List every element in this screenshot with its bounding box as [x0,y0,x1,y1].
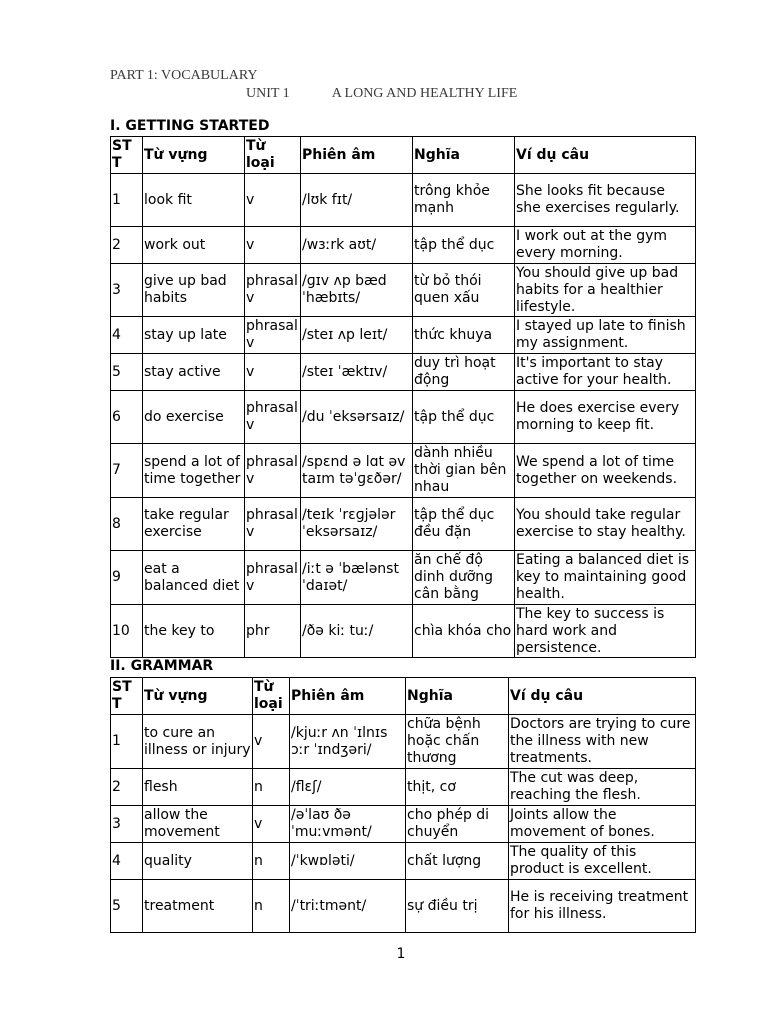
table-cell: treatment [143,880,253,933]
table-cell: 2 [111,227,143,264]
table-cell: chìa khóa cho [413,605,515,658]
table-cell: He is receiving treatment for his illness. [509,880,696,933]
column-header: Nghĩa [413,137,515,174]
table-cell: cho phép di chuyển [406,806,509,843]
table-cell: chất lượng [406,843,509,880]
table-cell: n [253,880,290,933]
table-cell: 9 [111,551,143,605]
table-cell: The key to success is hard work and persistence. [515,605,696,658]
table-cell: thịt, cơ [406,769,509,806]
table-cell: phrasal v [245,264,301,317]
column-header: Phiên âm [301,137,413,174]
table-cell: spend a lot of time together [143,444,245,498]
table-cell: /ɡɪv ʌp bæd ˈhæbɪts/ [301,264,413,317]
column-header: Ví dụ câu [515,137,696,174]
table-cell: v [245,174,301,227]
table-cell: 10 [111,605,143,658]
column-header: Nghĩa [406,678,509,715]
table-cell: He does exercise every morning to keep fit. [515,391,696,444]
table-row [111,769,696,806]
table-cell: /ˈkwɒləti/ [290,843,406,880]
table-cell: trông khỏe mạnh [413,174,515,227]
table-cell: I work out at the gym every morning. [515,227,696,264]
table-cell: ăn chế độ dinh dưỡng cân bằng [413,551,515,605]
vocabulary-table-getting-started [110,136,696,658]
table-cell: /spɛnd ə lɑt əv taɪm təˈɡɛðər/ [301,444,413,498]
column-header: Từ vựng [143,137,245,174]
table-cell: 3 [111,806,143,843]
table-row [111,498,696,551]
table-row [111,354,696,391]
table-cell: /flɛʃ/ [290,769,406,806]
column-header: ST T [111,137,143,174]
table-cell: 6 [111,391,143,444]
table-cell: sự điều trị [406,880,509,933]
table-cell: 4 [111,843,143,880]
table-cell: n [253,769,290,806]
table-cell: tập thể dục [413,391,515,444]
table-cell: phr [245,605,301,658]
table-row [111,880,696,933]
table-cell: 7 [111,444,143,498]
table-row [111,264,696,317]
table-cell: duy trì hoạt động [413,354,515,391]
table-row [111,174,696,227]
table-cell: 3 [111,264,143,317]
table-cell: phrasal v [245,317,301,354]
table-cell: stay up late [143,317,245,354]
table-cell: to cure an illness or injury [143,715,253,769]
table-cell: /steɪ ʌp leɪt/ [301,317,413,354]
table-header-row [111,678,696,715]
table-header-row [111,137,696,174]
table-cell: v [245,227,301,264]
table-cell: /əˈlaʊ ðə ˈmuːvmənt/ [290,806,406,843]
table-cell: You should take regular exercise to stay healthy. [515,498,696,551]
table-cell: take regular exercise [143,498,245,551]
table-row [111,843,696,880]
table-cell: từ bỏ thói quen xấu [413,264,515,317]
column-header: Từ loại [253,678,290,715]
table-cell: 5 [111,354,143,391]
table-cell: chữa bệnh hoặc chấn thương [406,715,509,769]
table-cell: look fit [143,174,245,227]
unit-label: UNIT 1 [246,86,290,101]
column-header: Phiên âm [290,678,406,715]
table-cell: /wɜːrk aʊt/ [301,227,413,264]
table-row [111,317,696,354]
table-cell: 1 [111,715,143,769]
vocabulary-table-grammar [110,677,696,933]
table-cell: 5 [111,880,143,933]
table-cell: the key to [143,605,245,658]
table-cell: 1 [111,174,143,227]
table-cell: phrasal v [245,391,301,444]
table-cell: phrasal v [245,551,301,605]
table-cell: 4 [111,317,143,354]
table-cell: /ˈtriːtmənt/ [290,880,406,933]
table-cell: phrasal v [245,498,301,551]
table-row [111,551,696,605]
table-cell: flesh [143,769,253,806]
table-cell: n [253,843,290,880]
table-cell: The quality of this product is excellent. [509,843,696,880]
table-cell: /du ˈeksərsaɪz/ [301,391,413,444]
table-cell: quality [143,843,253,880]
table-cell: work out [143,227,245,264]
table-row [111,605,696,658]
table-cell: Eating a balanced diet is key to maintaining good health. [515,551,696,605]
table-cell: We spend a lot of time together on weekends. [515,444,696,498]
unit-title: A LONG AND HEALTHY LIFE [331,86,518,101]
section-heading-getting-started: I. GETTING STARTED [110,118,270,134]
table-cell: /lʊk fɪt/ [301,174,413,227]
table-row [111,806,696,843]
table-cell: /teɪk ˈrɛɡjələr ˈeksərsaɪz/ [301,498,413,551]
table-cell: stay active [143,354,245,391]
table-cell: /ðə kiː tuː/ [301,605,413,658]
table-row [111,391,696,444]
table-cell: /kjuːr ʌn ˈɪlnɪs ɔːr ˈɪndʒəri/ [290,715,406,769]
table-cell: v [253,715,290,769]
table-cell: v [245,354,301,391]
section-heading-grammar: II. GRAMMAR [110,658,214,674]
table-cell: do exercise [143,391,245,444]
table-cell: /iːt ə ˈbælənst ˈdaɪət/ [301,551,413,605]
table-cell: give up bad habits [143,264,245,317]
table-cell: phrasal v [245,444,301,498]
table-cell: /steɪ ˈæktɪv/ [301,354,413,391]
table-cell: v [253,806,290,843]
table-cell: tập thể dục [413,227,515,264]
column-header: Từ loại [245,137,301,174]
table-cell: You should give up bad habits for a healthier lifestyle. [515,264,696,317]
table-cell: I stayed up late to finish my assignment. [515,317,696,354]
table-cell: 8 [111,498,143,551]
unit-heading [246,86,517,102]
table-cell: thức khuya [413,317,515,354]
table-cell: The cut was deep, reaching the flesh. [509,769,696,806]
table-row [111,227,696,264]
table-cell: Joints allow the movement of bones. [509,806,696,843]
table-row [111,444,696,498]
table-cell: Doctors are trying to cure the illness with new treatments. [509,715,696,769]
table-cell: eat a balanced diet [143,551,245,605]
table-cell: dành nhiều thời gian bên nhau [413,444,515,498]
table-cell: She looks fit because she exercises regularly. [515,174,696,227]
column-header: Từ vựng [143,678,253,715]
table-row [111,715,696,769]
table-cell: tập thể dục đều đặn [413,498,515,551]
column-header: Ví dụ câu [509,678,696,715]
page-number: 1 [396,946,406,962]
table-cell: allow the movement [143,806,253,843]
column-header: ST T [111,678,143,715]
part-heading: PART 1: VOCABULARY [110,68,258,83]
table-cell: 2 [111,769,143,806]
table-cell: It's important to stay active for your health. [515,354,696,391]
